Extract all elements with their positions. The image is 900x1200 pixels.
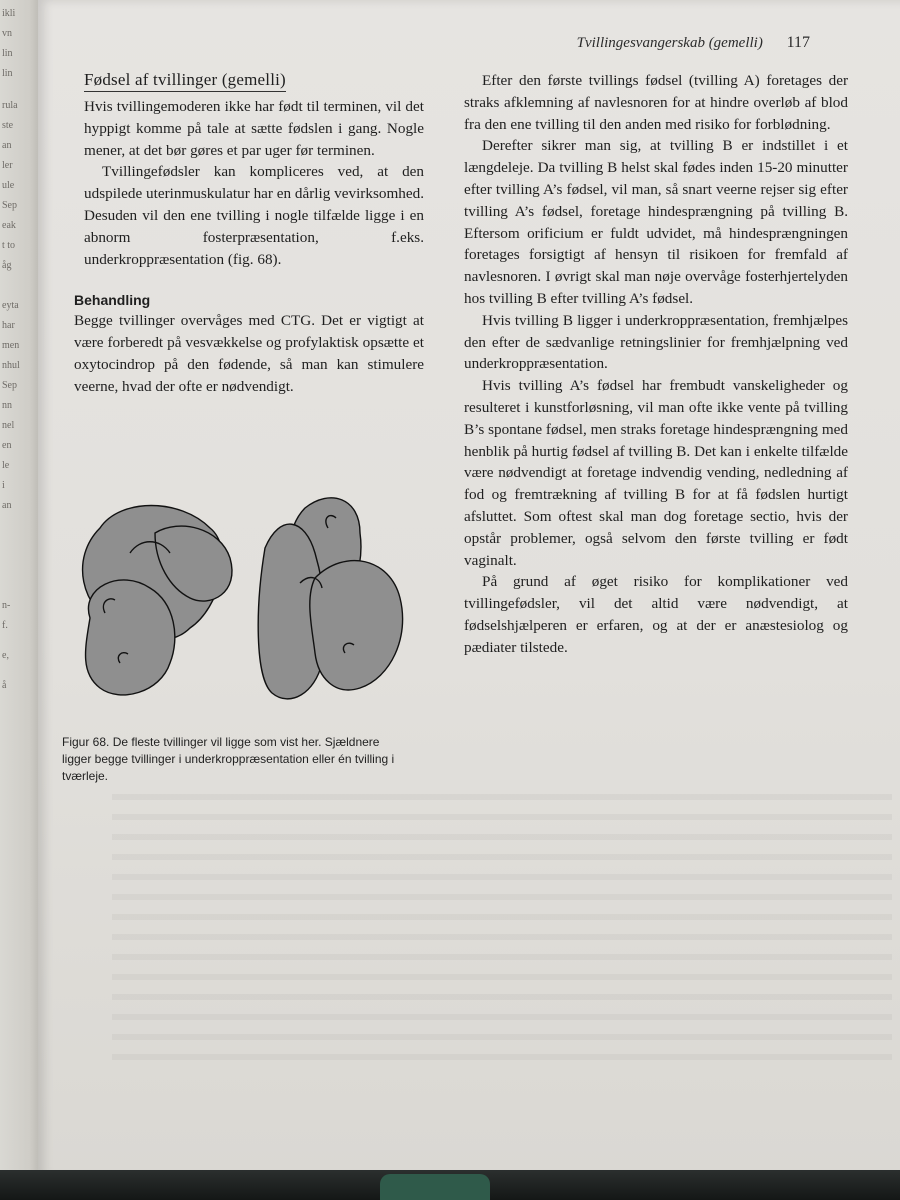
paragraph: På grund af øget risiko for komplikationer ved tvillingefødsler, vil det altid være nødvendigt, at fødselshjælperen er erfaren, og at der er anæstesiolog og pædiater tilstede. — [464, 573, 848, 656]
green-knit — [380, 1174, 490, 1200]
right-column — [464, 70, 848, 659]
paragraph: Begge tvillinger overvåges med CTG. Det er vigtigt at være forberedt på vesvækkelse og profylaktisk opsætte et oxytocindrop på den fødende, så man kan stimulere veerne, hvad der ofte er nødvendigt. — [74, 312, 424, 395]
margin-fragment: lin — [2, 68, 13, 79]
twins-illustration — [60, 488, 430, 738]
paragraph: Hvis tvillingemoderen ikke har født til terminen, vil det hyppigt komme på tale at sætte fødslen i gang. Nogle mener, at det bør gøres et par uger før terminen. — [84, 98, 424, 159]
subheading: Behandling — [74, 292, 151, 309]
paragraph: Efter den første tvillings fødsel (tvilling A) foretages der straks afklemning af navlesnoren for at hindre overløb af blod fra den ene tvilling til den anden med risiko for forblødning. — [464, 72, 848, 133]
margin-fragment: t to — [2, 240, 16, 251]
section-heading: Fødsel af tvillinger (gemelli) — [84, 70, 286, 92]
left-column — [74, 70, 424, 398]
margin-fragment: an — [2, 140, 12, 151]
margin-fragment: f. — [2, 620, 8, 631]
figure-caption: Figur 68. De fleste tvillinger vil ligge som vist her. Sjældnere ligger begge tvillinger i underkroppræsentation eller én tvilling i tværleje. — [62, 735, 395, 783]
page-number: 117 — [786, 34, 810, 51]
running-head — [490, 34, 810, 52]
margin-fragment: eak — [2, 220, 16, 231]
margin-fragment: an — [2, 500, 12, 511]
margin-fragment: en — [2, 440, 12, 451]
margin-fragment: nn — [2, 400, 12, 411]
paragraph: Tvillingefødsler kan kompliceres ved, at den udspilede uterinmuskulatur har en dårlig vevirksomhed. Desuden vil den ene tvilling i nogle tilfælde ligge i en abnorm fosterpræsentation, f.eks. underkroppræsentation (fig. 68). — [84, 163, 424, 268]
margin-fragment: å — [2, 680, 7, 691]
margin-fragment: nel — [2, 420, 15, 431]
running-head-title: Tvillingesvangerskab (gemelli) — [576, 35, 763, 51]
margin-fragment: rula — [2, 100, 18, 111]
paragraph: Derefter sikrer man sig, at tvilling B er indstillet i et længdeleje. Da tvilling B helst skal fødes inden 15-20 minutter efter tvilling A’s fødsel, vil man, så snart veerne rejser sig efter tvilling A’s fødsel, foretage hindesprængning på tvilling B. Eftersom orificium er fuldt udvidet, må hindesprængningen foretages forsigtigt af hensyn til risikoen for fremfald af navlesnoren. I øvrigt skal man nøje overvåge fosterhjertelyden hos tvilling B efter tvilling A’s fødsel. — [464, 137, 848, 307]
margin-fragment: Sep — [2, 200, 17, 211]
background-fabric — [0, 1170, 900, 1200]
paragraph: Hvis tvilling A’s fødsel har frembudt vanskeligheder og resulteret i kunstforløsning, vil man ofte ikke vente på tvilling B’s spontane fødsel, men straks foretage hindesprængning med henblik på hurtig fødsel af tvilling B. Det kan i enkelte tilfælde være nødvendigt at foretage indvendig vending, nedledning af fod og fremtrækning af tvilling B for at få fødslen hurtigt afsluttet. Som oftest skal man dog foretage sectio, hvis der opstår problemer, også selvom den første tvilling er født vaginalt. — [464, 377, 848, 569]
margin-fragment: ikli — [2, 8, 16, 19]
margin-fragment: ste — [2, 120, 14, 131]
show-through-text — [112, 780, 892, 1070]
margin-fragment: le — [2, 460, 10, 471]
margin-fragment: åg — [2, 260, 12, 271]
margin-fragment: ule — [2, 180, 15, 191]
previous-page-edge — [0, 0, 42, 1200]
margin-fragment: lin — [2, 48, 13, 59]
margin-fragment: vn — [2, 28, 12, 39]
margin-fragment: eyta — [2, 300, 19, 311]
margin-fragment: i — [2, 480, 5, 491]
paragraph: Hvis tvilling B ligger i underkroppræsentation, fremhjælpes den efter de sædvanlige retningslinier for fremhjælpning ved underkroppræsentation. — [464, 311, 848, 373]
margin-fragment: nhul — [2, 360, 20, 371]
margin-fragment: Sep — [2, 380, 17, 391]
margin-fragment: men — [2, 340, 20, 351]
margin-fragment: e, — [2, 650, 9, 661]
margin-fragment: ler — [2, 160, 13, 171]
margin-fragment: har — [2, 320, 15, 331]
margin-fragment: n- — [2, 600, 11, 611]
